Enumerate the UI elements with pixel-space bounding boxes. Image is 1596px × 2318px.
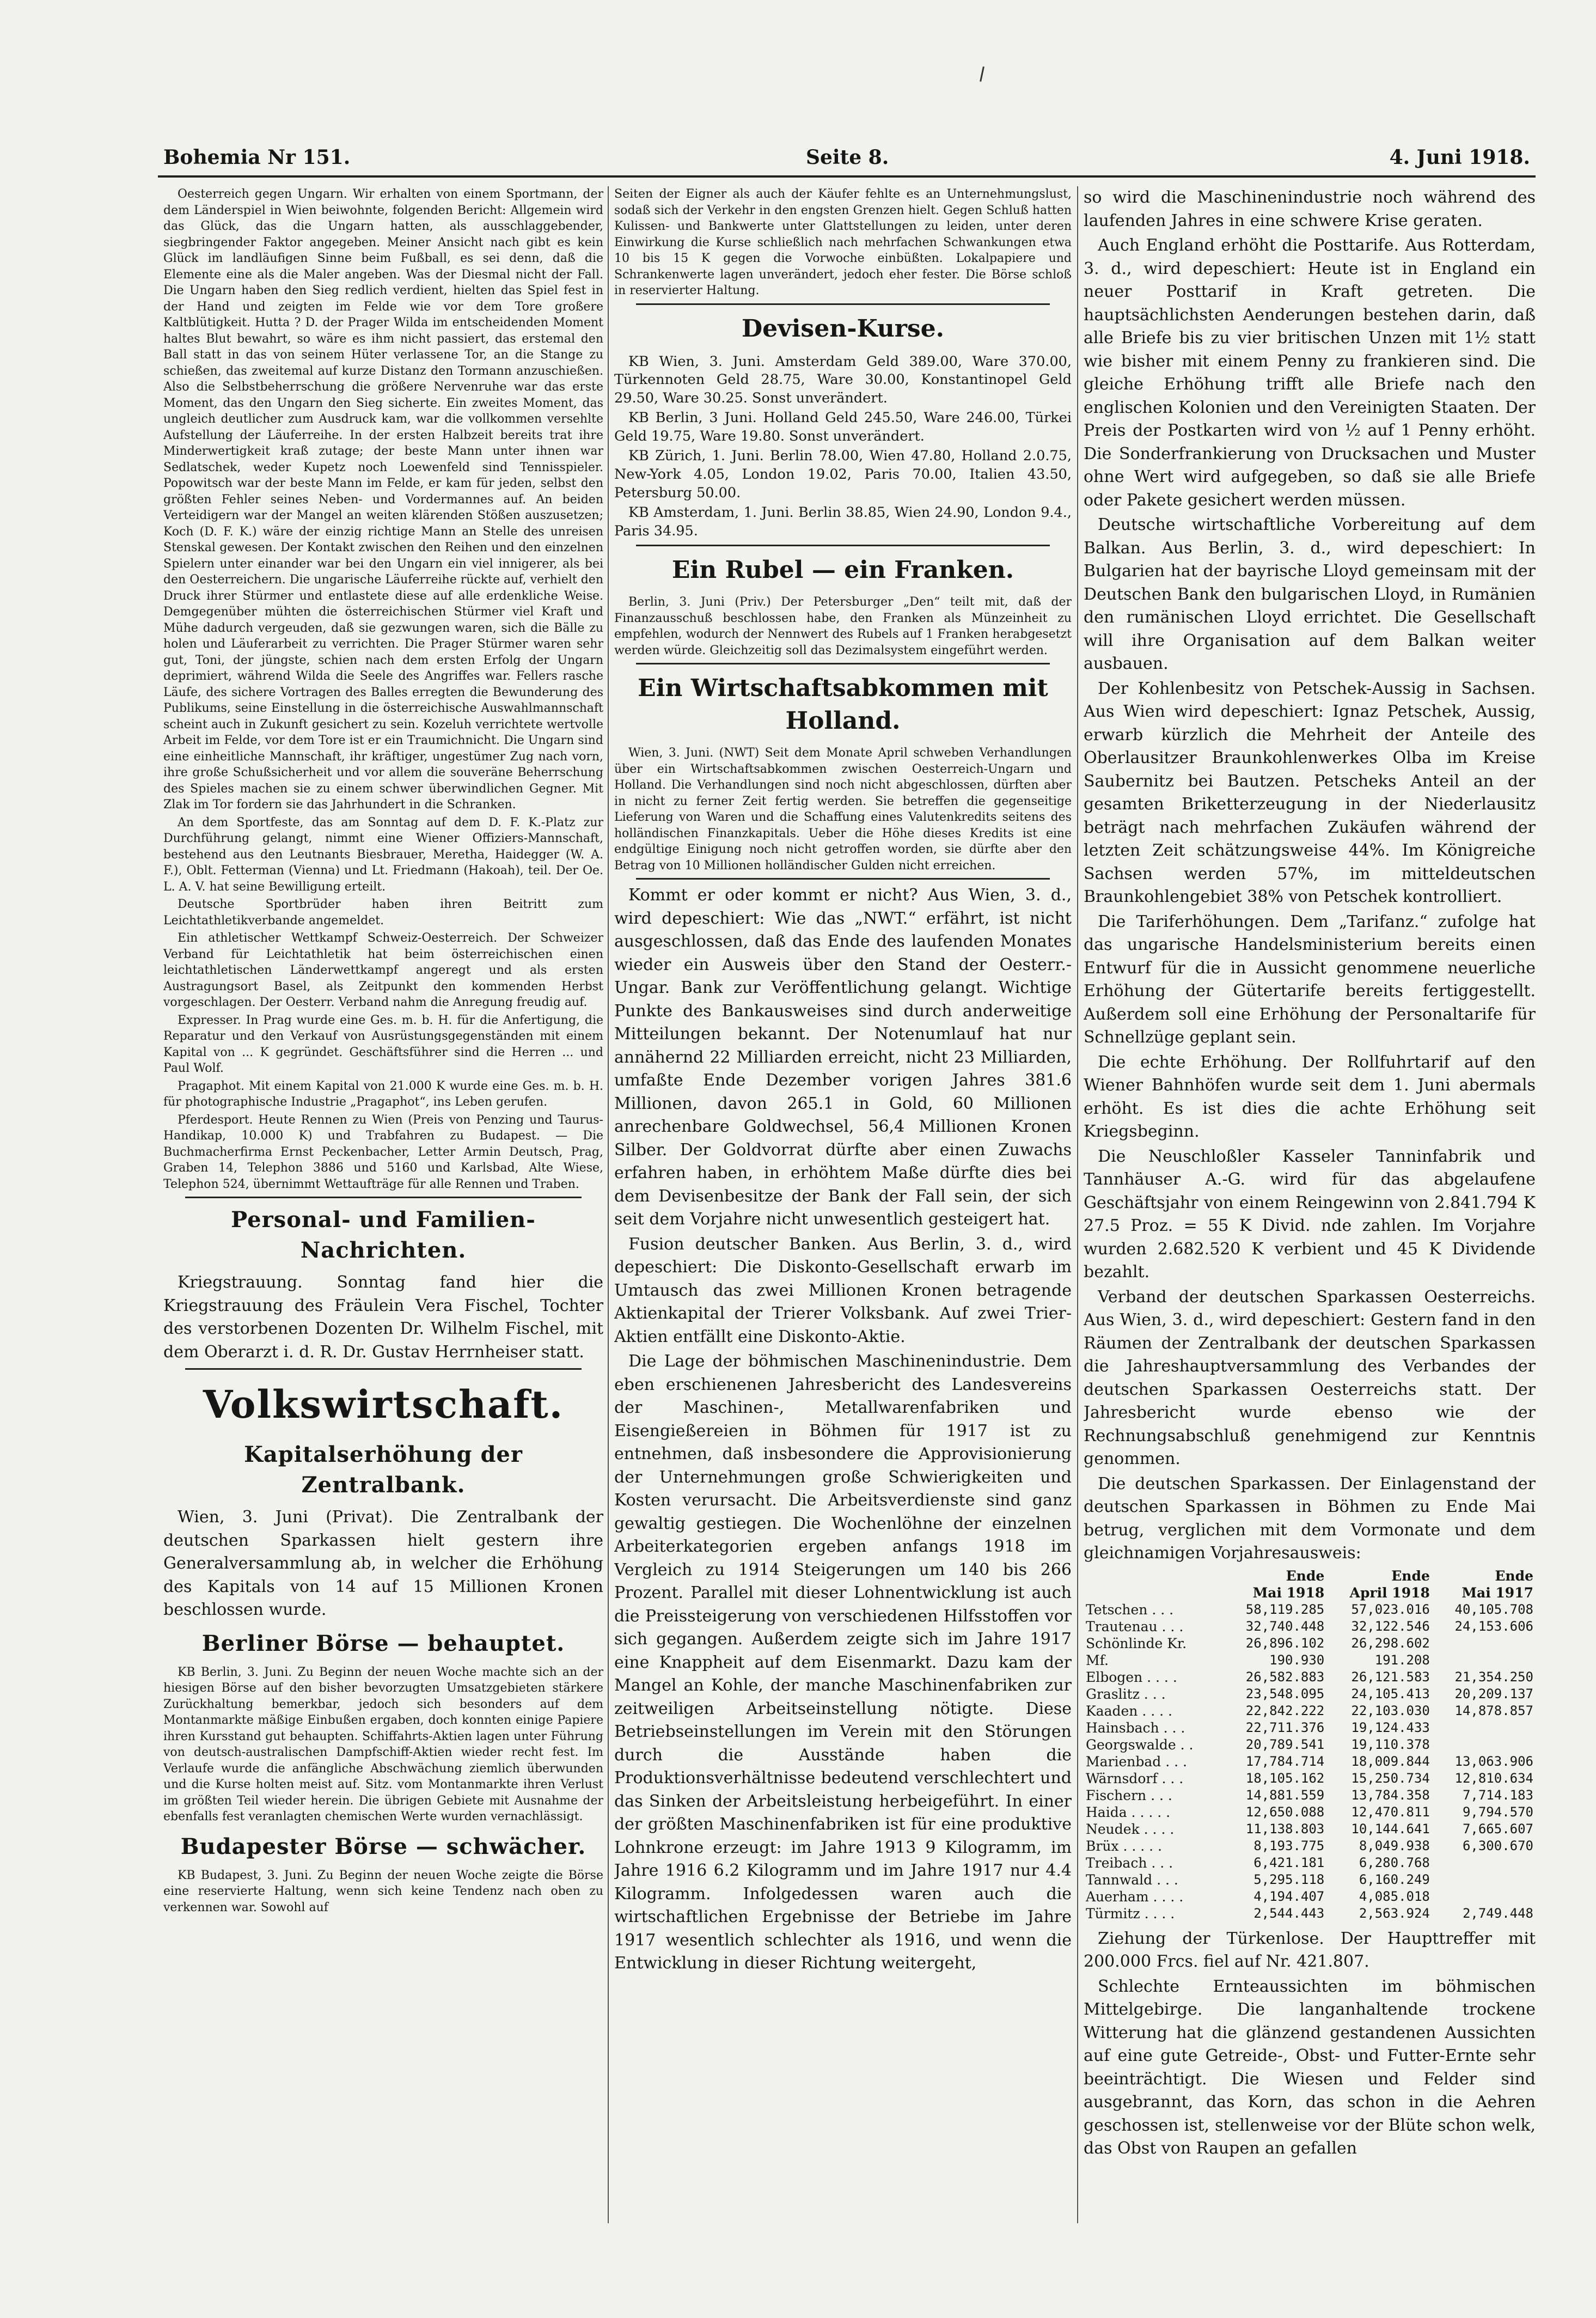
column-rule-1 bbox=[608, 186, 609, 2223]
table-row bbox=[1084, 1635, 1536, 1652]
table-cell-place: Schönlinde Kr. bbox=[1086, 1635, 1187, 1651]
article-maschinen-cont: so wird die Maschinenindustrie noch während des laufenden Jahres in eine schwere Krise geraten. bbox=[1084, 188, 1536, 230]
table-header: Ende bbox=[1495, 1567, 1533, 1584]
table-cell-value: 6,280.768 bbox=[1359, 1855, 1430, 1870]
table-cell-value bbox=[1432, 1736, 1536, 1753]
table-cell-place: Auerham . . . . bbox=[1086, 1888, 1184, 1905]
table-cell-value: 32,122.546 bbox=[1351, 1618, 1430, 1634]
table-row bbox=[1084, 1686, 1536, 1703]
table-cell-value: 26,121.583 bbox=[1351, 1669, 1430, 1685]
table-cell-place: Georgswalde . . bbox=[1086, 1736, 1194, 1753]
table-cell-place: Kaaden . . . . bbox=[1086, 1703, 1172, 1719]
table-cell-value: 15,250.734 bbox=[1351, 1770, 1430, 1786]
article-balkan: Deutsche wirtschaftliche Vorbereitung auf dem Balkan. Aus Berlin, 3. d., wird depeschiert: In Bulgarien hat der bayrische Lloyd gemeinsam mit der Deutschen Bank den bulgarischen Lloyd, in Rumänien den rumänischen Lloyd errichtet. Die Gesellschaft will ihre Organisation auf dem Balkan weiter ausbauen. bbox=[1084, 515, 1536, 673]
article-wedding: Kriegstrauung. Sonntag fand hier die Kriegstrauung des Fräulein Vera Fischel, Tochter des verstorbenen Dozenten Dr. Wilhelm Fischel, mit dem Oberarzt i. d. R. Dr. Gustav Herrnheiser statt. bbox=[163, 1273, 603, 1362]
table-cell-place: Elbogen . . . . bbox=[1086, 1669, 1177, 1685]
column-2 bbox=[614, 186, 1072, 2229]
devisen-amsterdam: KB Amsterdam, 1. Juni. Berlin 38.85, Wien 24.90, London 9.4., Paris 34.95. bbox=[614, 504, 1072, 539]
article-pragaphot: Pragaphot. Mit einem Kapital von 21.000 K wurde eine Ges. m. b. H. für photographische Industrie „Pragaphot“, ins Leben gerufen. bbox=[163, 1079, 603, 1109]
table-cell-place: Marienbad . . . bbox=[1086, 1753, 1187, 1770]
table-row bbox=[1084, 1669, 1536, 1686]
ink-mark bbox=[980, 66, 984, 82]
table-cell-value bbox=[1432, 1652, 1536, 1669]
table-header: Ende bbox=[1286, 1567, 1325, 1584]
table-cell-value: 22,842.222 bbox=[1245, 1703, 1325, 1718]
table-cell-value: 26,298.602 bbox=[1351, 1635, 1430, 1651]
table-header-spacer bbox=[1084, 1584, 1223, 1601]
column-3 bbox=[1084, 186, 1536, 2229]
heading-rubel: Ein Rubel — ein Franken. bbox=[671, 556, 1014, 584]
table-row bbox=[1084, 1804, 1536, 1821]
table-cell-value: 7,665.607 bbox=[1462, 1821, 1533, 1837]
table-cell-value: 2,749.448 bbox=[1462, 1905, 1533, 1921]
article-tuerkenlose: Ziehung der Türkenlose. Der Haupttreffer mit 200.000 Frcs. fiel auf Nr. 421.807. bbox=[1084, 1929, 1536, 1971]
table-cell-value: 32,740.448 bbox=[1245, 1618, 1325, 1634]
page-header bbox=[158, 143, 1536, 178]
article-expresser: Expresser. In Prag wurde eine Ges. m. b. H. für die Anfertigung, die Reparatur und den Verkauf von Ausrüstungsgegenständen mit einem Kapital von ... K gegründet. Geschäftsführer sind die Herren ... und Paul Wolf. bbox=[163, 1013, 603, 1075]
table-cell-value: 5,295.118 bbox=[1253, 1871, 1325, 1887]
table-cell-place: Brüx . . . . . bbox=[1086, 1838, 1162, 1854]
table-cell-place: Graslitz . . . bbox=[1086, 1686, 1166, 1702]
table-cell-place: Haida . . . . . bbox=[1086, 1804, 1171, 1820]
article-zentralbank: Wien, 3. Juni (Privat). Die Zentralbank der deutschen Sparkassen hielt gestern ihre Generalversammlung ab, in welcher die Erhöhung des Kapitals von 14 auf 15 Millionen Kronen beschlossen wurde. bbox=[163, 1508, 603, 1619]
header-date: 4. Juni 1918. bbox=[1389, 146, 1530, 169]
column-1 bbox=[163, 186, 603, 2229]
table-cell-value: 14,881.559 bbox=[1245, 1787, 1325, 1803]
table-cell-value: 4,085.018 bbox=[1359, 1888, 1430, 1904]
devisen-berlin: KB Berlin, 3 Juni. Holland Geld 245.50, Ware 246.00, Türkei Geld 19.75, Ware 19.80. Sonst unverändert. bbox=[614, 410, 1072, 444]
table-header: Ende bbox=[1391, 1567, 1430, 1584]
table-row bbox=[1084, 1821, 1536, 1838]
heading-berlin-boerse: Berliner Börse — behauptet. bbox=[201, 1630, 565, 1656]
table-cell-value: 190.930 bbox=[1269, 1652, 1325, 1668]
article-tariferhoehungen: Die Tariferhöhungen. Dem „Tarifanz.“ zufolge hat das ungarische Handelsministerium bereits einen Entwurf für die in Aussicht genommene neuerliche Erhöhung der Gütertarife bereits fertiggestellt. Außerdem soll eine Erhöhung der Personaltarife für Schnellzüge geplant sein. bbox=[1084, 912, 1536, 1047]
article-sportfest: An dem Sportfeste, das am Sonntag auf dem D. F. K.-Platz zur Durchführung gelangt, nimmt eine Wiener Offiziers-Mannschaft, bestehend aus den Leutnants Biesbrauer, Meretha, Haidegger (W. A. F.), Oblt. Fetterman (Vienna) und Lt. Friedmann (Hakoah), teil. Der Oe. L. A. V. hat seine Bewilligung erteilt. bbox=[163, 815, 603, 894]
article-berlin-boerse: KB Berlin, 3. Juni. Zu Beginn der neuen Woche machte sich an der hiesigen Börse auf den bisher bevorzugten Umsatzgebieten stärkere Zurückhaltung bemerkbar, jedoch sich besonders auf dem Montanmarkte mäßige Einbußen ergaben, doch konnten einige Papiere ihren Kursstand gut behaupten. Schiffahrts-Aktien lagen unter Führung von deutsch-australischen Dampfschiff-Aktien wieder recht fest. Im Verlaufe wurde die anfängliche Abschwächung ziemlich überwunden und die Kurse holten meist auf. Sitz. vom Montanmarkte ihren Verlust im größten Teil wieder herein. Die übrigen Gebiete mit Ausnahme der ebenfalls fest veranlagten chemischen Werte wurden vernachlässigt. bbox=[163, 1665, 603, 1823]
table-cell-value: 19,110.378 bbox=[1351, 1736, 1430, 1752]
table-row bbox=[1084, 1787, 1536, 1804]
table-header-row bbox=[1084, 1567, 1536, 1584]
table-header-spacer bbox=[1084, 1567, 1223, 1584]
table-row bbox=[1084, 1652, 1536, 1669]
divider bbox=[636, 663, 1050, 664]
table-cell-value: 22,103.030 bbox=[1351, 1703, 1430, 1718]
table-cell-value: 58,119.285 bbox=[1245, 1601, 1325, 1617]
table-cell-value: 8,049.938 bbox=[1359, 1838, 1430, 1853]
table-cell-value: 6,160.249 bbox=[1359, 1871, 1430, 1887]
table-cell-place: Wärnsdorf . . . bbox=[1086, 1770, 1184, 1786]
devisen-zuerich: KB Zürich, 1. Juni. Berlin 78.00, Wien 47.80, Holland 2.0.75, New-York 4.05, London 19.02, Paris 70.00, Italien 43.50, Petersburg 50.00. bbox=[614, 448, 1072, 501]
table-cell-value bbox=[1432, 1855, 1536, 1871]
table-row bbox=[1084, 1736, 1536, 1753]
table-cell-value: 2,544.443 bbox=[1253, 1905, 1325, 1921]
table-row bbox=[1084, 1601, 1536, 1618]
table-cell-value: 12,650.088 bbox=[1245, 1804, 1325, 1820]
article-bankausweis: Kommt er oder kommt er nicht? Aus Wien, 3. d., wird depeschiert: Wie das „NWT.“ erfährt, ist nicht ausgeschlossen, daß das Ende des laufenden Monates wieder ein Ausweis über den Stand der Oesterr.-Ungar. Bank zur Veröffentlichung gelangt. Wichtige Punkte des Bankausweises sind durch anderweitige Mitteilungen bekannt. Der Notenumlauf hat nur annähernd 22 Milliarden erreicht, nicht 23 Milliarden, umfaßte Ende Dezember vorigen Jahres 381.6 Millionen, davon 265.1 in Gold, 60 Millionen anrechenbare Goldwechsel, 56,4 Millionen Kronen Silber. Der Goldvorrat dürfte aber einen Zuwachs erfahren haben, in erhöhtem Maße dürfte dies bei dem Devisenbesitze der Bank der Fall sein, der sich seit dem Vorjahre nicht unwesentlich gesteigert hat. bbox=[614, 886, 1072, 1229]
article-sparkassen: Die deutschen Sparkassen. Der Einlagenstand der deutschen Sparkassen in Böhmen zu Ende Mai betrug, verglichen mit dem Vormonate und dem gleichnamigen Vorjahresausweis: bbox=[1084, 1474, 1536, 1563]
table-cell-value: 18,009.844 bbox=[1351, 1753, 1430, 1769]
article-budapest-cont: Seiten der Eigner als auch der Käufer fehlte es an Unternehmungslust, sodaß sich der Verkehr in den engsten Grenzen hielt. Gegen Schluß hatten Kulissen- und Bankwerte unter Glattstellungen zu leiden, unter deren Einwirkung die Kurse schließlich nach mehrfachen Schwankungen etwa 10 bis 15 K gegen die Vorwoche einbüßten. Lokalpapiere und Schrankenwerte lagen unverändert, jedoch eher fester. Die Börse schloß in reservierter Haltung. bbox=[614, 187, 1072, 297]
article-athletics: Ein athletischer Wettkampf Schweiz-Oesterreich. Der Schweizer Verband für Leichtathletik hat beim österreichischen einen leichtathletischen Länderwettkampf angeregt und als ersten Austragungsort Basel, als Zeitpunkt den kommenden Herbst vorgeschlagen. Der Oesterr. Verband nahm die Anregung freudig auf. bbox=[163, 931, 603, 1009]
article-maschinenindustrie: Die Lage der böhmischen Maschinenindustrie. Dem eben erschienenen Jahresbericht des Landesvereins der Maschinen-, Metallwarenfabriken und Eisengießereien in Böhmen für 1917 ist zu entnehmen, daß insbesondere die Approvisionierung der Unternehmungen große Schwierigkeiten und Kosten verursacht. Die Arbeitsverdienste sind ganz gewaltig gestiegen. Die Wochenlöhne der einzelnen Arbeiterkategorien ergeben anfangs 1918 im Vergleich zu 1914 Steigerungen um 140 bis 266 Prozent. Parallel mit dieser Lohnentwicklung ist auch die Preissteigerung von verschiedenen Hilfsstoffen vor sich gegangen. Außerdem zeigte sich im Jahre 1917 eine Knappheit auf dem Eisenmarkt. Dazu kam der Mangel an Kohle, der manche Maschinenfabriken zur zeitweiligen Arbeitseinstellung nötigte. Diese Betriebseinstellungen im Verein mit den Störungen durch die Ausstände haben die Produktionsverhältnisse bedeutend verschlechtert und das Sinken der Arbeitsleistung herbeigeführt. In einer der größten Maschinenfabriken ist für eine produktive Lohnkrone erzeugt: im Jahre 1913 9 Kilogramm, im Jahre 1916 6.2 Kilogramm und im Jahre 1917 nur 4.4 Kilogramm. Infolgedessen waren auch die wirtschaftlichen Ergebnisse der Betriebe im Jahre 1917 wesentlich schlechter als 1916, und wenn die Entwicklung in dieser Richtung weitergeht, bbox=[614, 1352, 1072, 1973]
article-petschek: Der Kohlenbesitz von Petschek-Aussig in Sachsen. Aus Wien wird depeschiert: Ignaz Petschek, Aussig, erwarb kürzlich die Mehrheit der Anteile des Oberlausitzer Braunkohlenwerkes Olba im Kreise Saubernitz bei Bautzen. Petscheks Anteil an der gesamten Briketterzeugung in der Niederlausitz beträgt nach mehrfachen Zukäufen während der letzten Zeit schätzungsweise 44%. Im Königreiche Sachsen werden 57%, im mitteldeutschen Braunkohlengebiet 38% von Petschek kontrolliert. bbox=[1084, 679, 1536, 906]
article-rubel: Berlin, 3. Juni (Priv.) Der Petersburger „Den“ teilt mit, daß der Finanzausschuß beschlossen habe, den Franken als Münzeinheit zu empfehlen, wodurch der Nennwert des Rubels auf 1 Franken herabgesetzt werden würde. Gleichzeitig soll das Dezimalsystem eingeführt werden. bbox=[614, 595, 1072, 657]
table-header: Mai 1917 bbox=[1462, 1584, 1533, 1601]
table-cell-value: 7,714.183 bbox=[1462, 1787, 1533, 1803]
divider bbox=[636, 545, 1050, 546]
table-cell-value: 2,563.924 bbox=[1359, 1905, 1430, 1921]
table-cell-value bbox=[1432, 1635, 1536, 1652]
divider bbox=[185, 1368, 582, 1370]
article-sportbrueder: Deutsche Sportbrüder haben ihren Beitritt zum Leichtathletikverbande angemeldet. bbox=[163, 898, 603, 928]
table-cell-value: 6,300.670 bbox=[1462, 1838, 1533, 1853]
table-cell-value: 12,470.811 bbox=[1351, 1804, 1430, 1820]
table-row bbox=[1084, 1888, 1536, 1905]
table-cell-value: 13,063.906 bbox=[1454, 1753, 1533, 1769]
table-cell-value: 40,105.708 bbox=[1454, 1601, 1533, 1617]
column-rule-2 bbox=[1077, 186, 1078, 2223]
table-cell-value: 20,789.541 bbox=[1245, 1736, 1325, 1752]
table-cell-value: 13,784.358 bbox=[1351, 1787, 1430, 1803]
heading-volkswirtschaft: Volkswirtschaft. bbox=[203, 1382, 564, 1427]
article-football: Oesterreich gegen Ungarn. Wir erhalten von einem Sportmann, der dem Länderspiel in Wien beiwohnte, folgenden Bericht: Allgemein wird das Glück, das die Ungarn hatten, als ausschlaggebender, siegbringender Faktor angegeben. Meiner Ansicht nach gibt es kein Glück im landläufigen Sinne beim Fußball, es sei denn, daß die Elemente eine als die Maler angeben. Was der Diesmal nicht der Fall. Die Ungarn haben den Sieg redlich verdient, hielten das Spiel fest in der Hand und zeigten im Felde wie vor dem Tore großere Kaltblütigkeit. Hutta ? D. der Prager Wilda im entscheidenden Moment haltes Blut bewahrt, so wäre es ihm nicht passiert, das erstemal den Ball statt in das von seinem Hüter verlassene Tor, an die Stange zu schießen, das zweitemal auf kurze Distanz den Tormann anzuschießen. Also die Selbstbeherrschung die größere Nervenruhe war das erste Moment, das den Ungarn den Sieg sicherte. Ein zweites Moment, das ungleich deutlicher zum Ausdruck kam, war die vollkommen versehlte Aufstellung der Läuferreihe. In der ersten Halbzeit bereits trat ihre Minderwertigkeit kraß zutage; der beste Mann unter ihnen war Sedlatschek, weder Kupetz noch Loewenfeld sind Tennisspieler. Popowitsch war der beste Mann im Felde, er kam für jeden, selbst den größten Fehler seines Neben- und Vordermannes auf. An beiden Verteidigern war der Mangel an weiten klärenden Stößen auszusetzen; Koch (D. F. K.) wäre der einzig richtige Mann an Stelle des unreisen Stenskal gewesen. Der Kontakt zwischen den Reihen und den einzelnen Spielern unter einander war bei den Ungarn ein viel innigerer, als bei den Oesterreichern. Die ungarische Läuferreihe rückte auf, verhielt den Druck ihrer Stürmer und entlastete diese auf alle erdenkliche Weise. Demgegenüber mühten die österreichischen Stürmer viel Kraft und Mühe dadurch vergeuden, daß sie gezwungen waren, sich die Bälle zu holen und Läuferarbeit zu verrichten. Die Prager Stürmer waren sehr gut, Toni, der jüngste, schien nach dem ersten Erfolg der Ungarn deprimiert, während Wilda die Seele des Angriffes war. Fellers rasche Läufe, des sichere Vortragen des Balles erregten die Bewunderung des Publikums, seine Einstellung in die österreichische Auswahlmannschaft scheint auch in Zukunft gesichert zu sein. Kozeluh verrichtete wertvolle Arbeit im Felde, vor dem Tore ist er ein Traumichnicht. Die Ungarn sind eine einheitliche Mannschaft, ihr kräftiger, ungestümer Zug nach vorn, ihre große Schußsicherheit und vor allem die souveräne Beherrschung des Spieles machen sie zu einem schwer überwindlichen Gegner. Mit Zlak im Tor fordern sie das Jahrhundert in die Schranken. bbox=[163, 187, 603, 812]
article-holland: Wien, 3. Juni. (NWT) Seit dem Monate April schweben Verhandlungen über ein Wirtschaftsabkommen zwischen Oesterreich-Ungarn und Holland. Die Verhandlungen sind noch nicht abgeschlossen, dürften aber in nicht zu ferner Zeit fertig werden. Sie betreffen die gegenseitige Lieferung von Waren und die Schaffung eines Valutenkredits seitens des holländischen Finanzkapitals. Ueber die Höhe dieses Kredits ist eine endgültige Einigung noch nicht getroffen worden, sie dürfte aber den Betrag von 10 Millionen holländischer Gulden nicht erreichen. bbox=[614, 746, 1072, 873]
table-cell-value: 14,878.857 bbox=[1454, 1703, 1533, 1718]
article-tanninfabrik: Die Neuschloßler Kasseler Tanninfabrik und Tannhäuser A.-G. wird für das abgelaufene Geschäftsjahr von einem Reingewinn von 2.841.794 K 27.5 Proz. = 55 K Divid. nde zahlen. Im Vorjahre wurden 2.682.520 K verbient und 45 K Dividende bezahlt. bbox=[1084, 1146, 1536, 1282]
table-header-row bbox=[1084, 1584, 1536, 1601]
table-row bbox=[1084, 1618, 1536, 1635]
table-cell-value: 12,810.634 bbox=[1454, 1770, 1533, 1786]
heading-kapital: Kapitalserhöhung der Zentralbank. bbox=[244, 1442, 523, 1498]
devisen-wien: KB Wien, 3. Juni. Amsterdam Geld 389.00, Ware 370.00, Türkennoten Geld 28.75, Ware 30.00, Konstantinopel Geld 29.50, Ware 30.25. Sonst unverändert. bbox=[614, 353, 1072, 406]
table-cell-value: 26,896.102 bbox=[1245, 1635, 1325, 1651]
table-cell-place: Trautenau . . . bbox=[1086, 1618, 1184, 1634]
divider bbox=[636, 303, 1050, 305]
table-cell-value: 22,711.376 bbox=[1245, 1719, 1325, 1735]
table-cell-value: 10,144.641 bbox=[1351, 1821, 1430, 1837]
table-row bbox=[1084, 1703, 1536, 1719]
table-row bbox=[1084, 1719, 1536, 1736]
article-budapest-boerse: KB Budapest, 3. Juni. Zu Beginn der neuen Woche zeigte die Börse eine reservierte Haltung, wenn sich keine Tendenz nach oben zu verkennen war. Sowohl auf bbox=[163, 1868, 603, 1914]
table-cell-value: 8,193.775 bbox=[1253, 1838, 1325, 1853]
divider bbox=[636, 878, 1050, 880]
table-cell-value: 18,105.162 bbox=[1245, 1770, 1325, 1786]
article-ernte: Schlechte Ernteaussichten im böhmischen Mittelgebirge. Die langanhaltende trockene Witterung hat die glänzend gestandenen Aussichten auf eine gute Getreide-, Obst- und Futter-Ernte sehr beeinträchtigt. Die Wiesen und Felder sind ausgebrannt, das Korn, das schon in die Aehren geschossen ist, stellenweise vor der Blüte schon welk, das Obst von Raupen an gefallen bbox=[1084, 1977, 1536, 2158]
table-cell-value: 21,354.250 bbox=[1454, 1669, 1533, 1685]
table-row bbox=[1084, 1855, 1536, 1871]
table-cell-place: Türmitz . . . . bbox=[1086, 1905, 1175, 1921]
table-row bbox=[1084, 1871, 1536, 1888]
table-cell-value: 19,124.433 bbox=[1351, 1719, 1430, 1735]
table-header: Mai 1918 bbox=[1252, 1584, 1325, 1601]
table-cell-value: 9,794.570 bbox=[1462, 1804, 1533, 1820]
table-cell-place: Tannwald . . . bbox=[1086, 1871, 1178, 1888]
article-posttarife: Auch England erhöht die Posttarife. Aus Rotterdam, 3. d., wird depeschiert: Heute ist in England ein neuer Posttarif in Kraft getreten. Die hauptsächlichsten Aenderungen bestehen darin, daß alle Briefe bis zu vier britischen Unzen mit 1½ statt wie bisher mit einem Penny zu frankieren sind. Die gleiche Erhöhung trifft alle Briefe nach den englischen Kolonien und den Vereinigten Staaten. Der Preis der Postkarten wird von ½ auf 1 Penny erhöht. Die Sonderfrankierung von Drucksachen und Muster ohne Wert wird aufgegeben, so daß sie alle Briefe oder Pakete gesichert werden müssen. bbox=[1084, 236, 1536, 510]
table-cell-place: Tetschen . . . bbox=[1086, 1601, 1174, 1618]
table-cell-value bbox=[1432, 1888, 1536, 1905]
header-page-number: Seite 8. bbox=[806, 146, 889, 169]
table-row bbox=[1084, 1770, 1536, 1787]
table-cell-value: 23,548.095 bbox=[1245, 1686, 1325, 1701]
table-cell-place: Treibach . . . bbox=[1086, 1855, 1173, 1871]
table-header: April 1918 bbox=[1349, 1584, 1430, 1601]
table-cell-place: Hainsbach . . . bbox=[1086, 1719, 1185, 1736]
heading-holland: Ein Wirtschaftsabkommen mit Holland. bbox=[638, 674, 1048, 735]
article-sparkassen-verband: Verband der deutschen Sparkassen Oesterreichs. Aus Wien, 3. d., wird depeschiert: Gestern fand in den Räumen der Zentralbank der deutschen Sparkassen die Jahreshauptversammlung des Verbandes der deutschen Sparkassen Oesterreichs statt. Der Jahresbericht wurde ebenso wie der Rechnungsabschluß genehmigend zur Kenntnis genommen. bbox=[1084, 1287, 1536, 1468]
table-cell-value: 20,209.137 bbox=[1454, 1686, 1533, 1701]
table-cell-place: Mf. bbox=[1086, 1652, 1109, 1668]
heading-devisen: Devisen-Kurse. bbox=[742, 314, 944, 343]
table-cell-value: 6,421.181 bbox=[1253, 1855, 1325, 1870]
article-rollfuhrtarif: Die echte Erhöhung. Der Rollfuhrtarif auf den Wiener Bahnhöfen wurde seit dem 1. Juni abermals erhöht. Es ist dies die achte Erhöhung seit Kriegsbeginn. bbox=[1084, 1052, 1536, 1141]
table-cell-value: 57,023.016 bbox=[1351, 1601, 1430, 1617]
table-cell-value bbox=[1432, 1871, 1536, 1888]
heading-budapest-boerse: Budapester Börse — schwächer. bbox=[180, 1833, 586, 1859]
table-cell-value: 4,194.407 bbox=[1253, 1888, 1325, 1904]
divider bbox=[185, 1197, 582, 1198]
table-cell-place: Neudek . . . . bbox=[1086, 1821, 1175, 1837]
article-horse-racing: Pferdesport. Heute Rennen zu Wien (Preis von Penzing und Taurus-Handikap, 10.000 K) und Trabfahren zu Budapest. — Die Buchmacherfirma Ernst Peckenbacher, Letter Armin Deutsch, Prag, Graben 14, Telephon 3886 und 5160 und Karlsbad, Alte Wiese, Telephon 524, übernimmt Wettaufträge für alle Rennen und Traben. bbox=[163, 1113, 603, 1191]
sparkassen-table bbox=[1084, 1567, 1536, 1922]
table-cell-place: Fischern . . . bbox=[1086, 1787, 1172, 1803]
header-left: Bohemia Nr 151. bbox=[163, 146, 351, 169]
table-cell-value: 17,784.714 bbox=[1245, 1753, 1325, 1769]
table-cell-value: 191.208 bbox=[1374, 1652, 1430, 1668]
table-row bbox=[1084, 1838, 1536, 1855]
article-fusion: Fusion deutscher Banken. Aus Berlin, 3. d., wird depeschiert: Die Diskonto-Gesellschaft erwarb im Umtausch das zwei Millionen Kronen betragende Aktienkapital der Trierer Volksbank. Auf zwei Trier-Aktien entfällt eine Diskonto-Aktie. bbox=[614, 1234, 1072, 1346]
table-cell-value: 24,105.413 bbox=[1351, 1686, 1430, 1701]
sparkassen-table-body bbox=[1084, 1601, 1536, 1922]
table-row bbox=[1084, 1753, 1536, 1770]
heading-personal: Personal- und Familien-Nachrichten. bbox=[231, 1207, 536, 1263]
table-cell-value: 24,153.606 bbox=[1454, 1618, 1533, 1634]
table-cell-value: 11,138.803 bbox=[1245, 1821, 1325, 1837]
table-cell-value bbox=[1432, 1719, 1536, 1736]
table-cell-value: 26,582.883 bbox=[1245, 1669, 1325, 1685]
table-row bbox=[1084, 1905, 1536, 1922]
